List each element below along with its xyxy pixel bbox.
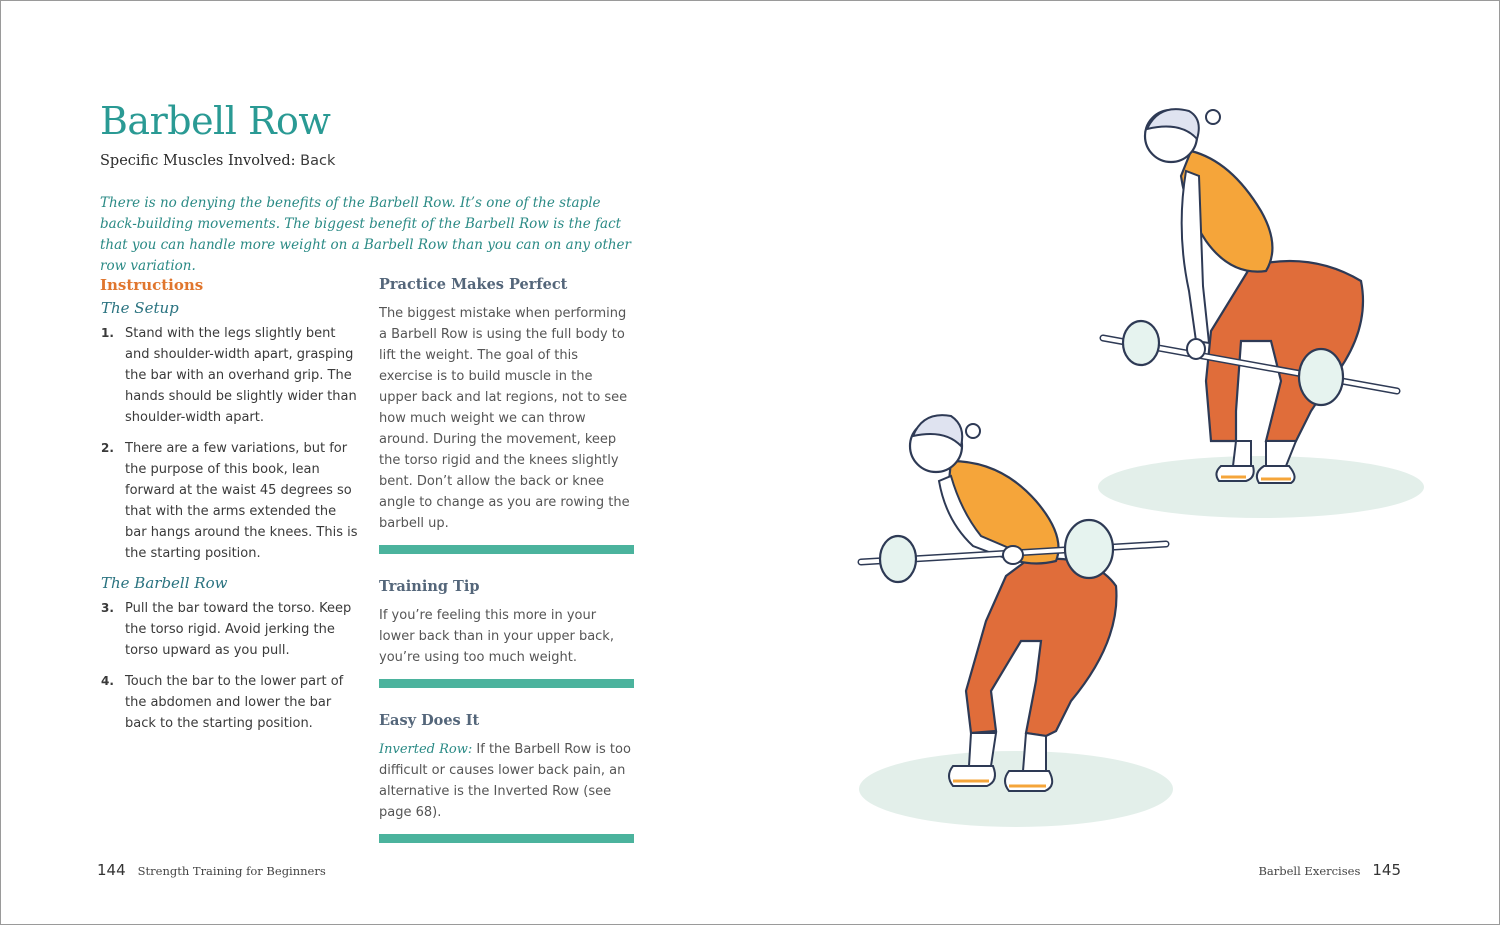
muscles-label: Specific Muscles Involved: — [100, 153, 296, 169]
weight-plate — [1299, 349, 1343, 405]
inverted-row-label: Inverted Row: — [379, 742, 473, 757]
divider-bar — [379, 545, 634, 554]
weight-plate — [1065, 520, 1113, 578]
step-text: Pull the bar toward the torso. Keep the torso rigid. Avoid jerking the torso upward as you pull. — [125, 601, 352, 658]
book-title: Strength Training for Beginners — [137, 864, 326, 878]
tips-column — [379, 276, 634, 867]
step-text: Touch the bar to the lower part of the abdomen and lower the bar back to the starting position. — [125, 674, 344, 731]
setup-steps — [100, 323, 360, 564]
shoe — [1005, 771, 1052, 791]
pants — [966, 559, 1116, 736]
divider-bar — [379, 679, 634, 688]
figure-start-position — [1098, 109, 1424, 518]
muscles-involved — [100, 153, 335, 169]
weight-plate — [1123, 321, 1159, 365]
shoe — [1216, 466, 1253, 481]
chapter-title: Barbell Exercises — [1258, 864, 1361, 878]
step-item — [100, 671, 360, 734]
step-text: There are a few variations, but for the purpose of this book, lean forward at the waist 45 degrees so that with the arms extended the bar hangs around the knees. This is the starting position. — [125, 441, 358, 561]
step-item — [100, 323, 360, 428]
step-number: 1. — [101, 326, 114, 340]
step-item — [100, 438, 360, 564]
footer-left — [97, 861, 326, 879]
page-number-right: 145 — [1372, 861, 1401, 879]
step-item — [100, 598, 360, 661]
step-number: 2. — [101, 441, 114, 455]
setup-heading: The Setup — [101, 299, 179, 317]
practice-heading: Practice Makes Perfect — [379, 276, 568, 293]
barbell-row-illustration — [841, 81, 1441, 851]
weight-plate — [880, 536, 916, 582]
muscles-value: Back — [300, 153, 336, 169]
floor-shadow — [1098, 456, 1424, 518]
movement-steps — [100, 598, 360, 734]
practice-text: The biggest mistake when performing a Barbell Row is using the full body to lift the weight. The goal of this exercise is to build muscle in the upper back and lat regions, not to see how much weight we can throw around. During the movement, keep the torso rigid and the knees slightly bent. Don’t allow the back or knee angle to change as you are rowing the barbell up. — [379, 306, 630, 531]
pants — [1206, 261, 1363, 441]
easy-text — [379, 739, 634, 823]
training-tip-heading: Training Tip — [379, 578, 480, 595]
page-number-left: 144 — [97, 861, 126, 879]
footer-right — [1258, 861, 1401, 879]
shoe — [949, 766, 995, 786]
step-number: 3. — [101, 601, 114, 615]
instructions-heading: Instructions — [100, 276, 204, 294]
training-tip-text: If you’re feeling this more in your lower back than in your upper back, you’re using too much weight. — [379, 608, 614, 665]
step-number: 4. — [101, 674, 114, 688]
step-text: Stand with the legs slightly bent and shoulder-width apart, grasping the bar with an overhand grip. The hands should be slightly wider than shoulder-width apart. — [125, 326, 357, 425]
easy-body: If the Barbell Row is too difficult or causes lower back pain, an alternative is the Inverted Row (see page 68). — [379, 742, 631, 820]
intro-paragraph: There is no denying the benefits of the Barbell Row. It’s one of the staple back-building movements. The biggest benefit of the Barbell Row is the fact that you can handle more weight on a Barbell Row than you can on any other row variation. — [100, 195, 632, 274]
easy-heading: Easy Does It — [379, 712, 480, 729]
instructions-column — [100, 276, 360, 744]
barbell-row-heading: The Barbell Row — [101, 574, 228, 592]
divider-bar — [379, 834, 634, 843]
page-title: Barbell Row — [100, 99, 331, 143]
